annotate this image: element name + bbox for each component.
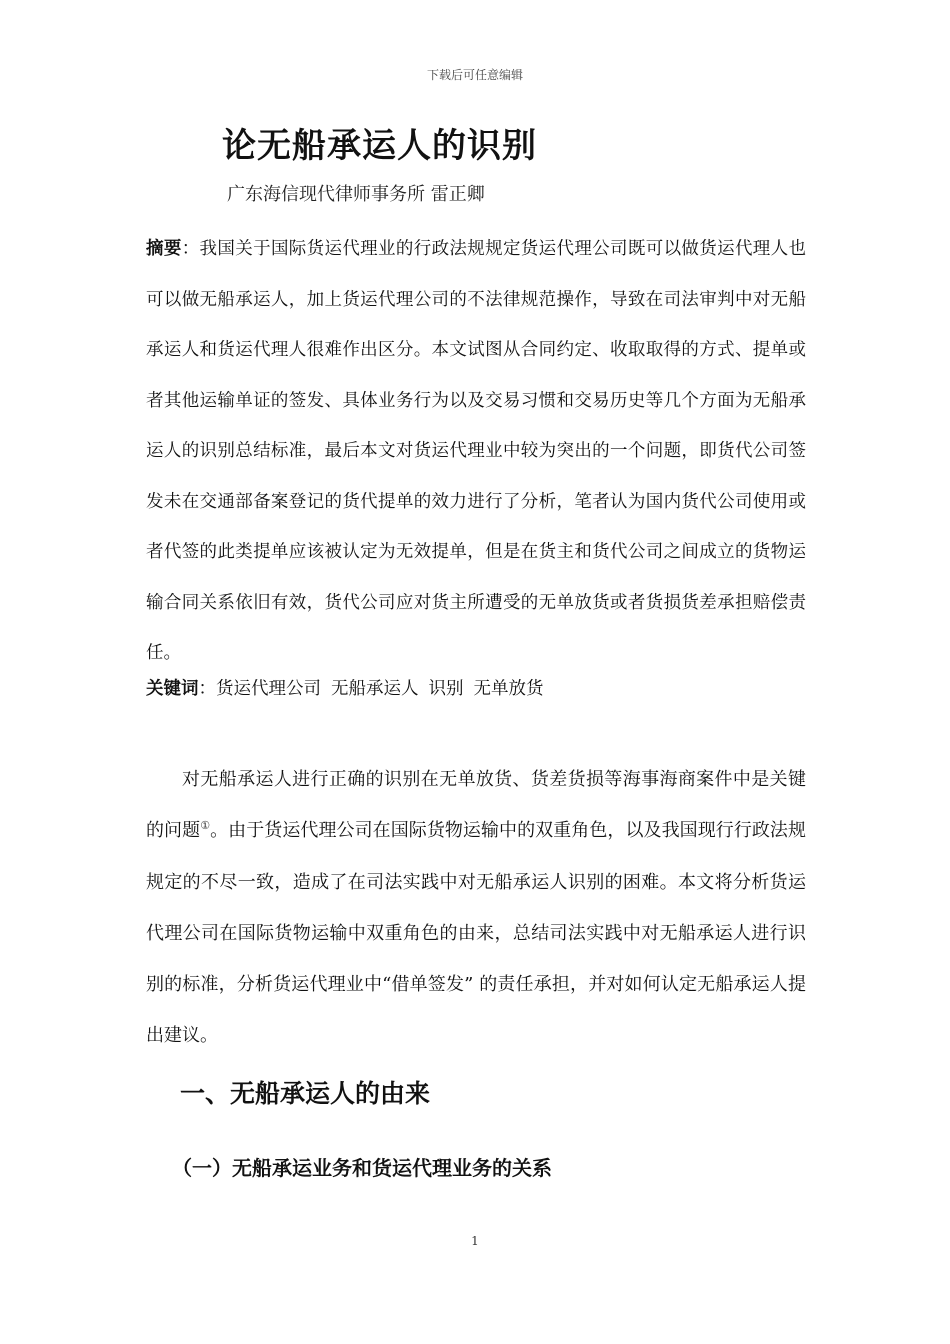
document-title: 论无船承运人的识别 — [222, 126, 537, 166]
intro-text-part1: 对无船承运人进行正确的识别在无单放货、货差货损等海事海商案件中是关键的问题 — [146, 769, 806, 842]
intro-paragraph — [146, 754, 806, 1062]
section-heading: 一、无船承运人的由来 — [180, 1079, 431, 1108]
author-line: 广东海信现代律师事务所 雷正卿 — [227, 184, 485, 205]
header-note: 下载后可任意编辑 — [426, 68, 523, 82]
keywords-separator: ： — [198, 679, 216, 699]
abstract-text: ：我国关于国际货运代理业的行政法规规定货运代理公司既可以做货运代理人也可以做无船承运人，加上货运代理公司的不法律规范操作，导致在司法审判中对无船承运人和货运代理人很难作出区分。本文试图从合同约定、收取取得的方式、提单或者其他运输单证的签发、具体业务行为以及交易习惯和交易历史等几个方面为无船承运人的识别总结标准，最后本文对货运代理业中较为突出的一个问题，即货代公司签发未在交通部备案登记的货代提单的效力进行了分析，笔者认为国内货代公司使用或者代签的此类提单应该被认定为无效提单，但是在货主和货代公司之间成立的货物运输合同关系依旧有效，货代公司应对货主所遭受的无单放货或者货损货差承担赔偿责任。 — [146, 239, 807, 663]
footnote-marker[interactable]: ① — [200, 819, 211, 833]
keyword-item: 识别 — [428, 679, 464, 699]
abstract-label: 摘要 — [146, 239, 182, 259]
keyword-item: 无单放货 — [473, 679, 544, 699]
intro-text-part2: 。由于货运代理公司在国际货物运输中的双重角色，以及我国现行行政法规规定的不尽一致，造成了在司法实践中对无船承运人识别的困难。本文将分析货运代理公司在国际货物运输中双重角色的由来，总结司法实践中对无船承运人进行识别的标准，分析货运代理业中“借单签发” 的责任承担，并对如何认定无船承运人提出建议。 — [146, 820, 806, 1047]
keyword-item: 货运代理公司 — [216, 679, 321, 699]
keywords-line — [146, 674, 806, 704]
page-number: 1 — [471, 1234, 479, 1248]
keywords-label: 关键词 — [146, 679, 199, 699]
subsection-heading: （一）无船承运业务和货运代理业务的关系 — [172, 1156, 552, 1180]
keyword-item: 无船承运人 — [331, 679, 419, 699]
abstract-paragraph — [146, 224, 806, 679]
